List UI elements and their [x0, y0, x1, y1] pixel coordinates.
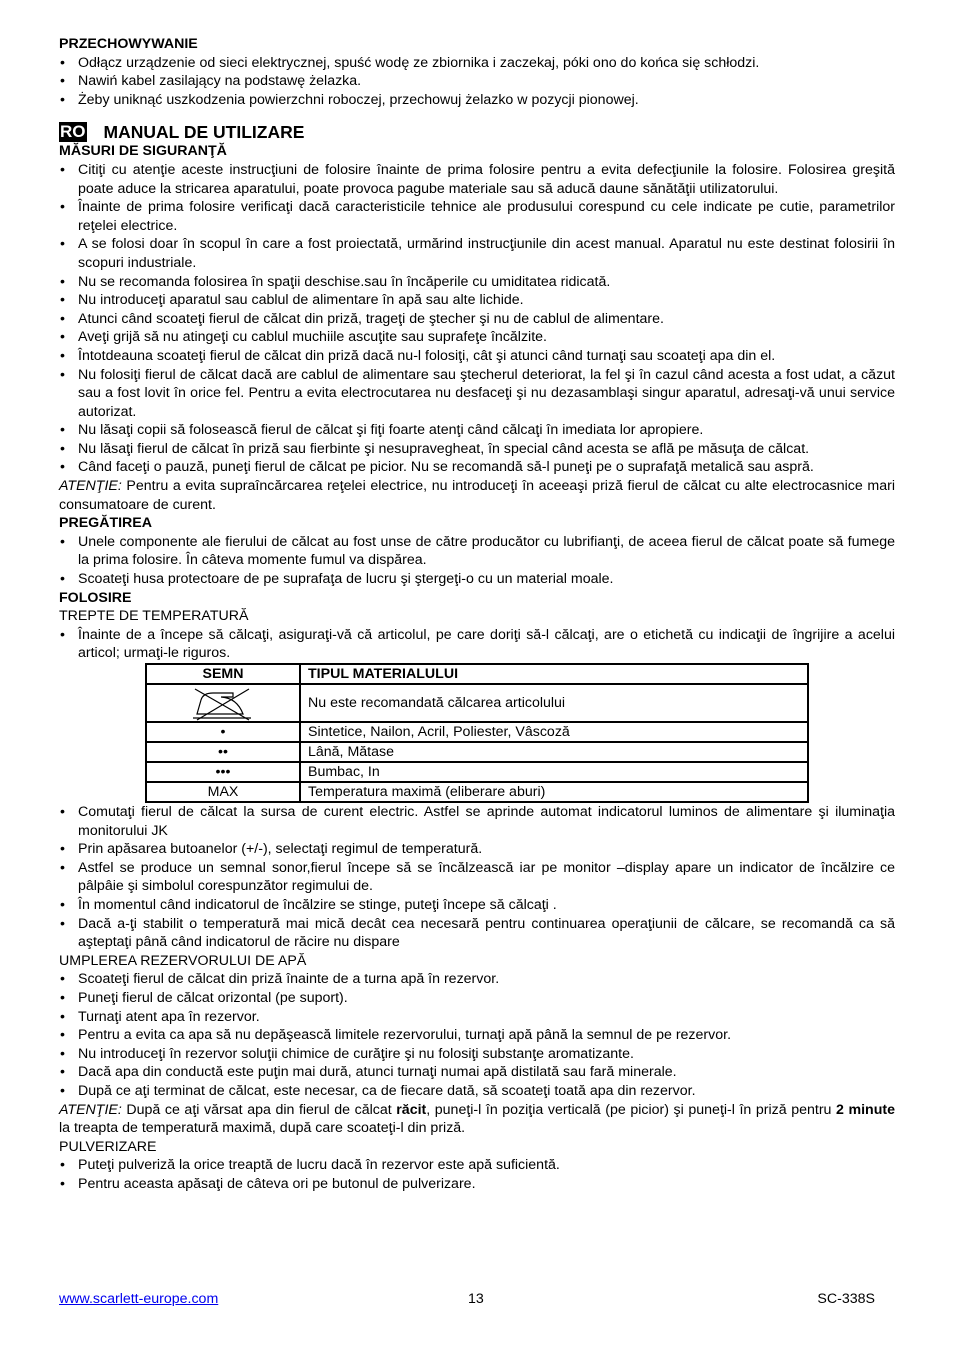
table-row	[146, 722, 808, 742]
table-cell-material: Bumbac, In	[300, 762, 808, 782]
pl-storage-heading: PRZECHOWYWANIE	[59, 36, 198, 52]
list-item: • Puneţi fierul de călcat orizontal (pe suport).	[59, 989, 895, 1008]
note-text: la treapta de temperatură maximă, după care scoateţi-l din priză.	[59, 1120, 466, 1137]
list-item: • Pentru a evita ca apa să nu depăşească limitele rezervorului, turnaţi apă până la semnul de pe rezervor.	[59, 1026, 895, 1045]
page-number: 13	[468, 1291, 484, 1307]
fill-heading: UMPLEREA REZERVORULUI DE APĂ	[59, 952, 307, 969]
list-item: • Nu introduceţi aparatul sau cablul de alimentare în apă sau alte lichide.	[59, 291, 895, 310]
note-text: , puneţi-l în poziţia verticală (pe picior) şi puneţi-l în priză pentru	[426, 1101, 837, 1118]
table-cell-material: Temperatura maximă (eliberare aburi)	[300, 782, 808, 802]
operation-list	[59, 803, 895, 952]
crossed-iron-icon	[191, 685, 255, 721]
list-item: • După ce aţi terminat de călcat, este necesar, ca de fiecare dată, să scoateţi toată apa din rezervor.	[59, 1082, 895, 1101]
table-header-row	[146, 664, 808, 684]
list-item: • Nu introduceţi în rezervor soluţii chimice de curăţire şi nu folosiţi substanţe aromatizante.	[59, 1045, 895, 1064]
list-item: • Nu lăsaţi fierul de călcat în priză sau fierbinte şi nesupravegheat, în special când acesta se află pe măsuţa de călcat.	[59, 440, 895, 459]
table-cell-sign: ••	[146, 742, 300, 762]
list-item: • Nu lăsaţi copii să folosească fierul de călcat şi fiţi foarte atenţi când călcaţi în imediata lor apropiere.	[59, 421, 895, 440]
safety-note	[59, 477, 895, 514]
header-sign: SEMN	[146, 664, 300, 684]
list-item: • Puteţi pulveriză la orice treaptă de lucru dacă în rezervor este apă suficientă.	[59, 1156, 895, 1175]
list-item: • Odłącz urządzenie od sieci elektrycznej, spuść wodę ze zbiornika i zaczekaj, póki ono do końca się schłodzi.	[59, 54, 895, 73]
list-item: • A se folosi doar în scopul în care a fost proiectată, urmărind instrucţiunile din acest manual. Aparatul nu este destinat folosirii în scopuri industriale.	[59, 235, 895, 272]
list-item: • Scoateţi husa protectoare de pe suprafaţa de lucru şi ştergeţi-o cu un material moale.	[59, 570, 895, 589]
safety-list	[59, 161, 895, 477]
table-cell-material: Nu este recomandată călcarea articolului	[300, 684, 808, 722]
spray-heading: PULVERIZARE	[59, 1138, 157, 1155]
prep-heading: PREGĂTIREA	[59, 515, 153, 532]
temp-heading: TREPTE DE TEMPERATURĂ	[59, 608, 249, 625]
language-badge: RO	[60, 122, 86, 142]
list-item: • Când faceţi o pauză, puneţi fierul de călcat pe picior. Nu se recomandă să-l puneţi pe o suprafaţă metalică sau aspră.	[59, 458, 895, 477]
list-item: • Scoateţi fierul de călcat din priză înainte de a turna apă în rezervor.	[59, 970, 895, 989]
note-emphasis: răcit	[396, 1101, 427, 1118]
website-link[interactable]: www.scarlett-europe.com	[59, 1291, 219, 1307]
list-item: • Citiţi cu atenţie aceste instrucţiuni de folosire înainte de prima folosire pentru a evita defecţiunile la folosire. Folosirea greşită poate aduce la stricarea aparatului, poate provoca pagube materiale sau să aducă daune sănătăţii utilizatorului.	[59, 161, 895, 198]
note-text: Pentru a evita supraîncărcarea reţelei electrice, nu introduceţi în aceeaşi priză fierul de călcat cu alte electrocasnice mari consumatoare de curent.	[59, 478, 895, 513]
list-item: • Żeby uniknąć uszkodzenia powierzchni roboczej, przechowuj żelazko w pozycji pionowej.	[59, 91, 895, 110]
list-item: • Atunci când scoateţi fierul de călcat din priză, trageţi de ştecher şi nu de cablul de alimentare.	[59, 310, 895, 329]
list-item: • Nawiń kabel zasilający na podstawę żelazka.	[59, 72, 895, 91]
temp-list	[59, 626, 895, 663]
list-item: • Astfel se produce un semnal sonor,fierul începe să se încălzească iar pe monitor –display apare un indicator de încălzire ce pâlpâie şi simbolul corespunzător regimului de.	[59, 859, 895, 896]
list-item: • Turnaţi atent apa în rezervor.	[59, 1008, 895, 1027]
table-row	[146, 762, 808, 782]
document-page	[59, 35, 895, 1193]
list-item: • Prin apăsarea butoanelor (+/-), selectaţi regimul de temperatură.	[59, 840, 895, 859]
list-item: • Pentru aceasta apăsaţi de câteva ori pe butonul de pulverizare.	[59, 1175, 895, 1194]
note-label: ATENŢIE:	[59, 1101, 122, 1118]
note-label: ATENŢIE:	[59, 478, 122, 495]
pl-storage-list	[59, 54, 895, 110]
model-number: SC-338S	[817, 1291, 875, 1307]
note-text: După ce aţi vărsat apa din fierul de călcat	[121, 1101, 397, 1118]
safety-heading: MĂSURI DE SIGURANŢĂ	[59, 143, 227, 160]
list-item: • Unele componente ale fierului de călcat au fost unse de către producător cu lubrifianţi, de aceea fierul de călcat poate să fumege la prima folosire. În câteva momente fumul va dispărea.	[59, 533, 895, 570]
list-item: • Înainte de a începe să călcaţi, asiguraţi-vă că articolul, pe care doriţi să-l călcaţi, are o etichetă cu indicaţii de îngrijire a acelui articol; urmaţi-le riguros.	[59, 626, 895, 663]
table-cell-material: Lână, Mătase	[300, 742, 808, 762]
spray-list	[59, 1156, 895, 1193]
table-row	[146, 782, 808, 802]
note-emphasis: 2 minute	[836, 1101, 896, 1118]
list-item: • Dacă apa din conductă este puţin mai dură, atunci turnaţi numai apă distilată sau fară minerale.	[59, 1063, 895, 1082]
table-cell-sign: •	[146, 722, 300, 742]
header-material: TIPUL MATERIALULUI	[300, 664, 808, 684]
table-cell-sign	[146, 684, 300, 722]
table-cell-material: Sintetice, Nailon, Acril, Poliester, Vâscoză	[300, 722, 808, 742]
list-item: • Întotdeauna scoateţi fierul de călcat din priză dacă nu-l folosiţi, cât şi atunci când turnaţi sau scoateţi apa din el.	[59, 347, 895, 366]
use-heading: FOLOSIRE	[59, 589, 132, 606]
prep-list	[59, 533, 895, 589]
symbol-table	[145, 663, 809, 803]
table-cell-sign: MAX	[146, 782, 300, 802]
list-item: • Dacă a-ţi stabilit o temperatură mai mică decât cea necesară pentru continuarea operaţiunii de călcare, se recomandă ca să aşteptaţi până când indicatorul de răcire nu dispare	[59, 915, 895, 952]
table-row	[146, 742, 808, 762]
ro-section-title	[59, 122, 895, 142]
fill-note	[59, 1101, 895, 1138]
list-item: • Înainte de prima folosire verificaţi dacă caracteristicile tehnice ale produsului corespund cu cele indicate pe cutie, parametrilor reţelei electrice.	[59, 198, 895, 235]
page-footer	[59, 1290, 895, 1308]
list-item: • Nu folosiţi fierul de călcat dacă are cablul de alimentare sau ştecherul deteriorat, la fel şi în cazul când acesta a fost udat, a căzut sau a fost lovit în orice fel. Pentru a evita electrocutarea nu desfaceţi şi nu dezasamblaşi singur aparatul, adresaţi-vă unui service autorizat.	[59, 366, 895, 422]
list-item: • Nu se recomanda folosirea în spaţii deschise.sau în încăperile cu umiditatea ridicată.	[59, 273, 895, 292]
list-item: • În momentul când indicatorul de încălzire se stinge, puteţi începe să călcaţi .	[59, 896, 895, 915]
table-row	[146, 684, 808, 722]
table-cell-sign: •••	[146, 762, 300, 782]
manual-title: MANUAL DE UTILIZARE	[103, 122, 305, 143]
list-item: • Aveţi grijă să nu atingeţi cu cablul muchiile ascuţite sau suprafeţe încălzite.	[59, 328, 895, 347]
list-item: • Comutaţi fierul de călcat la sursa de curent electric. Astfel se aprinde automat indicatorul luminos de alimentare şi iluminaţia monitorului JK	[59, 803, 895, 840]
fill-list	[59, 970, 895, 1100]
